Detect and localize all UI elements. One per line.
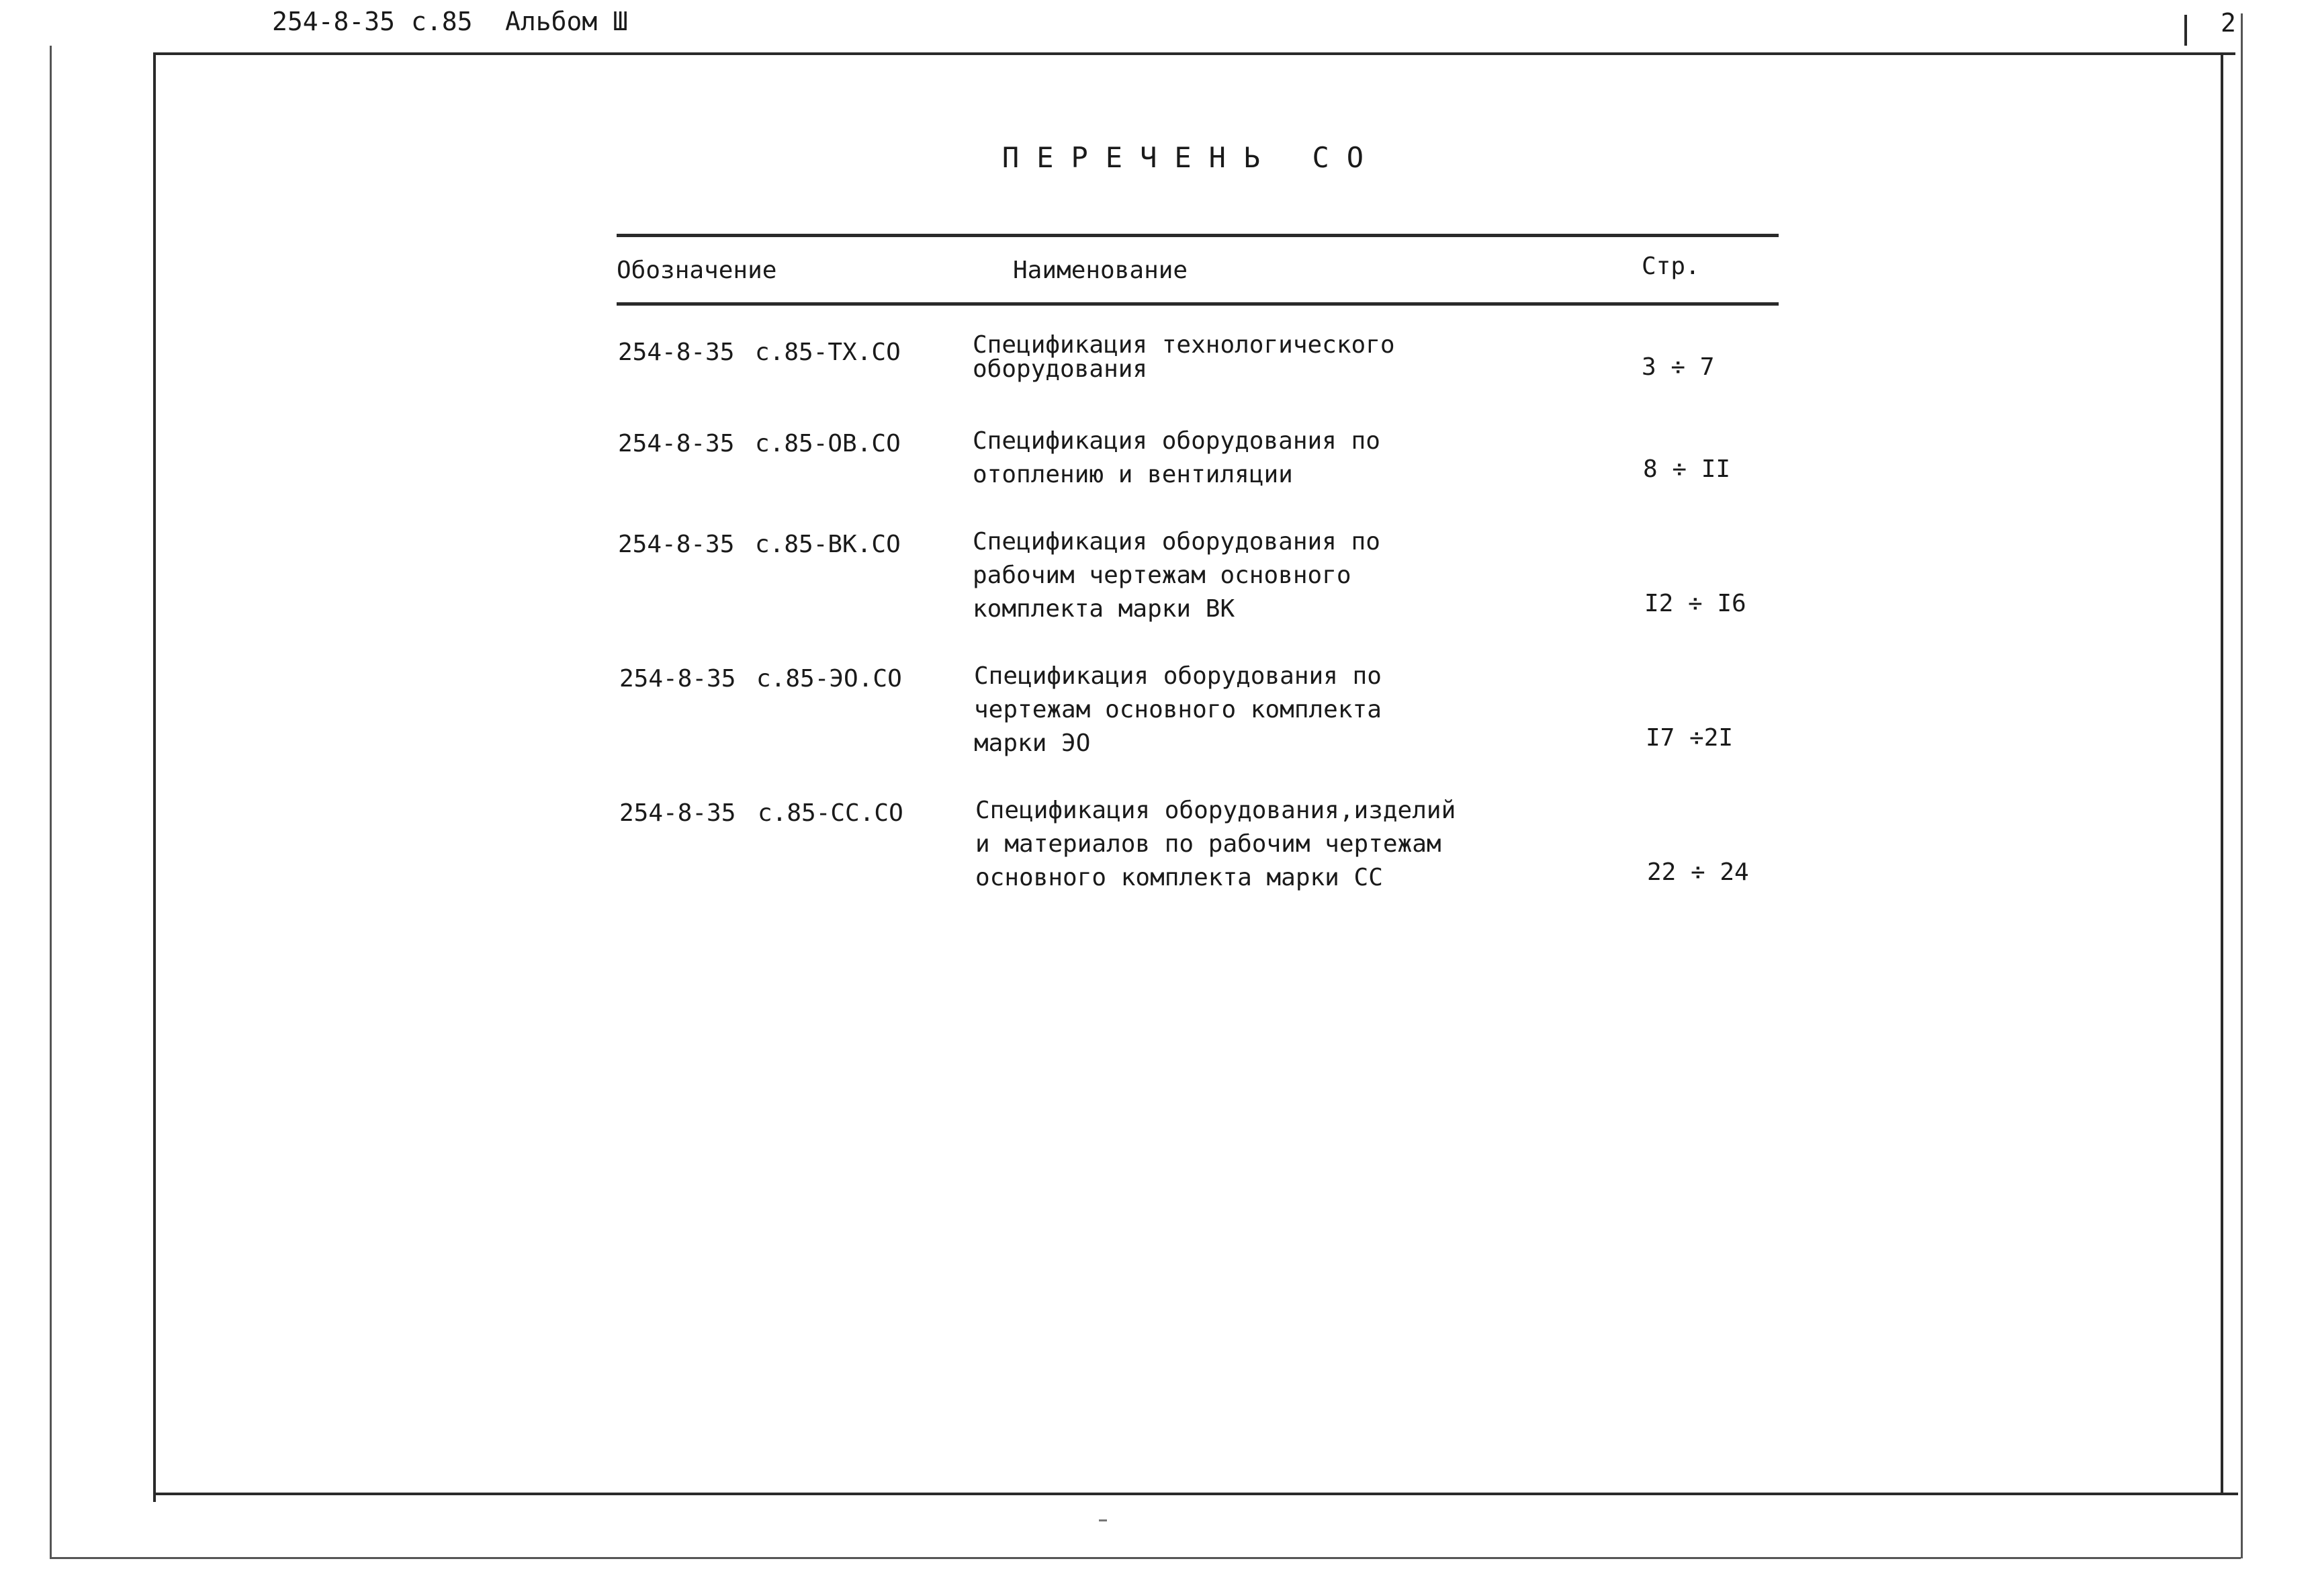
row-name-line: Спецификация оборудования по [973, 427, 1380, 455]
row-code: 254-8-35 [618, 339, 735, 366]
row-code: 254-8-35 [618, 531, 735, 558]
row-code: 254-8-35 [619, 665, 736, 693]
header-code: 254-8-35 [272, 7, 396, 36]
row-name-line: рабочим чертежам основного [973, 562, 1351, 589]
row-name-line: отоплению и вентиляции [973, 461, 1293, 488]
header-sheet: с.85 [411, 7, 473, 36]
frame-right-line [2221, 52, 2223, 1495]
row-sheet: с.85-ТХ.СО [755, 339, 901, 366]
outer-bottom-line [50, 1557, 2241, 1559]
row-pages: I2 ÷ I6 [1644, 590, 1746, 617]
frame-left-line [153, 52, 156, 1502]
row-pages: 22 ÷ 24 [1647, 858, 1749, 886]
row-pages: 8 ÷ II [1643, 455, 1731, 483]
table-top-rule [617, 234, 1779, 237]
row-name-line: чертежам основного комплекта [974, 696, 1382, 723]
row-sheet: с.85-ЭО.СО [756, 665, 902, 693]
document-title: ПЕРЕЧЕНЬ СО [1001, 141, 1382, 174]
outer-left-line [50, 46, 52, 1558]
row-sheet: с.85-ВК.СО [755, 531, 901, 558]
row-name-line: основного комплекта марки СС [975, 864, 1383, 891]
frame-top-line [153, 52, 2235, 55]
row-name-line: марки ЭО [974, 729, 1091, 757]
row-sheet: с.85-СС.СО [758, 799, 903, 827]
row-name-line: и материалов по рабочим чертежам [975, 830, 1441, 858]
row-name-line: Спецификация оборудования по [973, 528, 1380, 556]
row-code: 254-8-35 [619, 799, 736, 827]
col-header-designation: Обозначение [617, 257, 777, 284]
page-number: 2 [2221, 8, 2236, 38]
col-header-pages: Стр. [1642, 253, 1700, 280]
frame-bottom-line [153, 1493, 2238, 1495]
row-sheet: с.85-ОВ.СО [755, 430, 901, 457]
col-header-name: Наименование [1013, 257, 1188, 284]
row-code: 254-8-35 [618, 430, 735, 457]
outer-right-line [2241, 13, 2243, 1558]
row-name-line: Спецификация оборудования по [974, 662, 1382, 690]
row-name-line: Спецификация технологического [973, 331, 1395, 359]
row-name-line: Спецификация оборудования,изделий [975, 797, 1456, 824]
header-album: Альбом Ш [505, 7, 629, 36]
row-name-line: оборудования [973, 355, 1148, 383]
row-pages: 3 ÷ 7 [1642, 353, 1715, 381]
table-header-rule [617, 302, 1779, 306]
page-num-divider [2184, 15, 2187, 46]
row-pages: I7 ÷2I [1646, 724, 1734, 752]
scan-mark [1099, 1519, 1107, 1521]
row-name-line: комплекта марки ВК [973, 595, 1235, 623]
